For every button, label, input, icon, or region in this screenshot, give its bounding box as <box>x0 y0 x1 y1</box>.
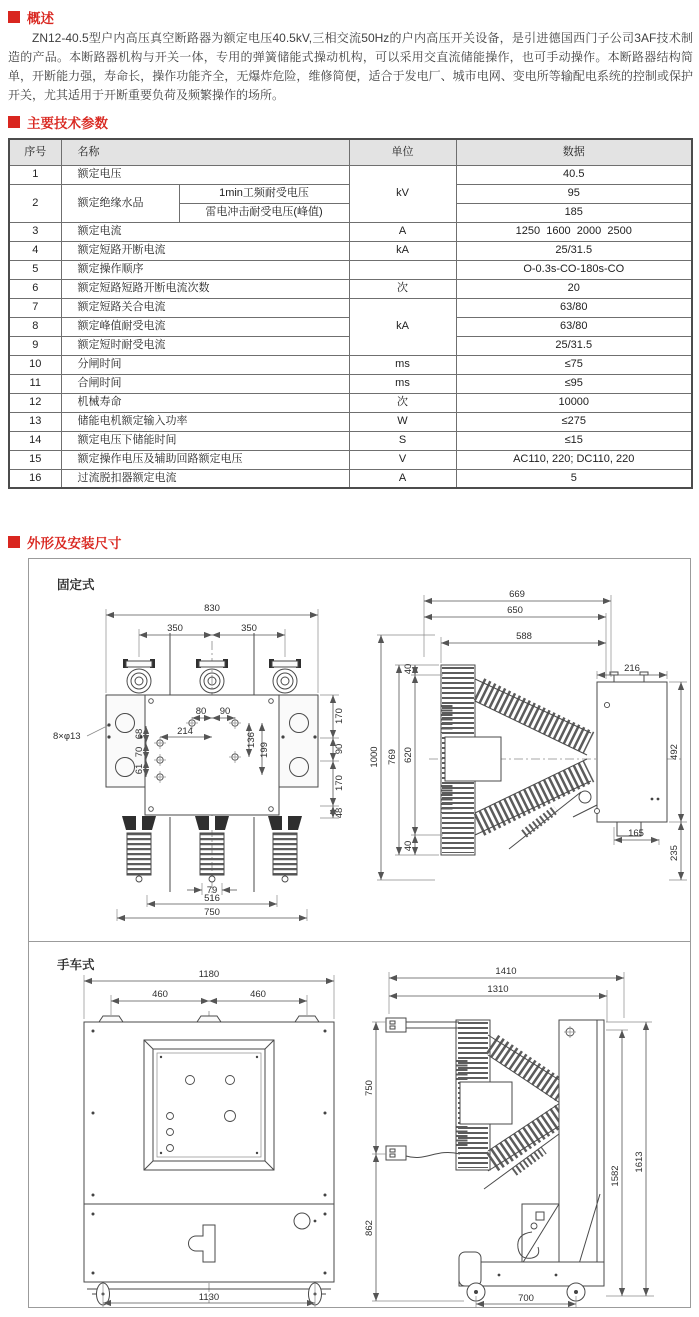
dim-text: 516 <box>204 893 220 904</box>
dim-text: 769 <box>387 749 398 765</box>
dim-text: 492 <box>669 744 680 760</box>
cell-name: 额定电流 <box>61 222 349 241</box>
dim-text: 80 <box>195 706 207 717</box>
dim-text: 8×φ13 <box>53 731 81 742</box>
cell-data: 63/80 <box>456 298 692 317</box>
outline-title-text: 外形及安装尺寸 <box>27 536 122 551</box>
table-row <box>9 469 692 488</box>
dim-text: 170 <box>334 708 345 724</box>
fixed-side-geometry <box>429 665 681 855</box>
cell-unit: 次 <box>349 393 456 412</box>
dim-text: 199 <box>259 742 270 758</box>
dim-text: 650 <box>507 605 523 616</box>
table-row <box>9 431 692 450</box>
dim-text: 669 <box>509 589 525 600</box>
cell-no: 12 <box>9 393 61 412</box>
cell-no: 10 <box>9 355 61 374</box>
cell-data: ≤15 <box>456 431 692 450</box>
cell-data: AC110, 220; DC110, 220 <box>456 450 692 469</box>
cell-data: 10000 <box>456 393 692 412</box>
cell-data: ≤75 <box>456 355 692 374</box>
table-row <box>9 260 692 279</box>
dim-text: 40 <box>403 663 414 675</box>
cell-unit: W <box>349 412 456 431</box>
dim-text: 235 <box>669 845 680 861</box>
parameters-section-title <box>8 112 108 132</box>
cell-no: 16 <box>9 469 61 488</box>
dim-text: 165 <box>628 828 644 839</box>
cell-data: 95 <box>456 184 692 203</box>
cell-name: 额定操作顺序 <box>61 260 349 279</box>
red-square-bullet-icon <box>8 11 20 23</box>
cell-name: 过流脱扣器额定电流 <box>61 469 349 488</box>
table-row <box>9 222 692 241</box>
cell-data: 185 <box>456 203 692 222</box>
cell-no: 8 <box>9 317 61 336</box>
cell-name: 额定电压下储能时间 <box>61 431 349 450</box>
cell-no: 1 <box>9 165 61 184</box>
dim-text: 750 <box>204 907 220 918</box>
cell-data: O-0.3s-CO-180s-CO <box>456 260 692 279</box>
cell-no: 14 <box>9 431 61 450</box>
truck-front-geometry <box>84 1011 334 1305</box>
dim-text: 79 <box>206 885 218 896</box>
truck-type-label: 手车式 <box>57 958 95 972</box>
dim-text: 750 <box>364 1080 375 1096</box>
col-header-unit: 单位 <box>349 139 456 165</box>
cell-name: 机械寿命 <box>61 393 349 412</box>
panel-divider <box>29 941 690 942</box>
cell-data: 25/31.5 <box>456 241 692 260</box>
cell-unit: kV <box>349 165 456 222</box>
cell-unit: 次 <box>349 279 456 298</box>
dim-text: 620 <box>403 747 414 763</box>
parameters-table <box>8 138 693 489</box>
dim-text: 460 <box>152 989 168 1000</box>
cell-unit: kA <box>349 241 456 260</box>
cell-no: 3 <box>9 222 61 241</box>
dim-text: 136 <box>246 732 257 748</box>
cell-no: 9 <box>9 336 61 355</box>
cell-subname: 雷电冲击耐受电压(峰值) <box>179 203 349 222</box>
red-square-bullet-icon <box>8 116 20 128</box>
overview-paragraph: ZN12-40.5型户内高压真空断路器为额定电压40.5kV,三相交流50Hz的户内高压开关设备，是引进德国西门子公司3AF技术制造的产品。本断路器机构与开关一体，专用的弹簧储能式操动机构，可以采用交直流储能操作，也可手动操作。本断路器结构简单，开断能力强，寿命长，操作功能齐全，无爆炸危险，维修简便，适合于发电厂、城市电网、变电所等输配电系统的控制或保护开关，尤其适用于开断重要负荷及频繁操作的场所。 <box>8 31 693 102</box>
dim-text: 40 <box>403 840 414 852</box>
dim-text: 460 <box>250 989 266 1000</box>
outline-section-title <box>8 532 122 552</box>
table-row <box>9 298 692 317</box>
cell-data: 1250 1600 2000 2500 <box>456 222 692 241</box>
cell-data: ≤95 <box>456 374 692 393</box>
table-header-row <box>9 139 692 165</box>
dim-text: 1000 <box>369 746 380 768</box>
cell-subname: 1min工频耐受电压 <box>179 184 349 203</box>
dim-text: 70 <box>134 746 145 758</box>
cell-unit: A <box>349 469 456 488</box>
table-row <box>9 450 692 469</box>
table-row <box>9 241 692 260</box>
cell-unit: S <box>349 431 456 450</box>
table-row <box>9 279 692 298</box>
parameters-title-text: 主要技术参数 <box>27 116 108 131</box>
col-header-name: 名称 <box>61 139 349 165</box>
cell-no: 6 <box>9 279 61 298</box>
drawings-panel <box>28 558 691 1308</box>
truck-front-drawing <box>49 967 369 1309</box>
cell-no: 4 <box>9 241 61 260</box>
dim-text: 216 <box>624 663 640 674</box>
dim-text: 1310 <box>487 984 509 995</box>
table-row <box>9 165 692 184</box>
dim-text: 68 <box>134 728 145 740</box>
dim-text: 1180 <box>198 969 220 980</box>
dim-text: 350 <box>167 623 183 634</box>
cell-name: 额定短路关合电流 <box>61 298 349 317</box>
cell-name: 额定短路开断电流 <box>61 241 349 260</box>
cell-data: ≤275 <box>456 412 692 431</box>
dim-text: 90 <box>219 706 231 717</box>
dim-text: 1582 <box>610 1165 621 1187</box>
cell-unit: ms <box>349 355 456 374</box>
cell-no: 5 <box>9 260 61 279</box>
dim-text: 61 <box>134 763 145 775</box>
cell-no: 11 <box>9 374 61 393</box>
cell-data: 63/80 <box>456 317 692 336</box>
truck-side-drawing <box>364 964 694 1309</box>
cell-name: 额定短时耐受电流 <box>61 336 349 355</box>
dim-text: 588 <box>516 631 532 642</box>
fixed-side-drawing <box>369 587 694 927</box>
dim-text: 214 <box>177 726 193 737</box>
cell-no: 15 <box>9 450 61 469</box>
table-row <box>9 374 692 393</box>
cell-name: 额定操作电压及辅助回路额定电压 <box>61 450 349 469</box>
cell-no: 13 <box>9 412 61 431</box>
cell-unit: V <box>349 450 456 469</box>
dim-text: 1130 <box>198 1292 220 1303</box>
cell-name: 额定短路短路开断电流次数 <box>61 279 349 298</box>
col-header-data: 数据 <box>456 139 692 165</box>
cell-unit: ms <box>349 374 456 393</box>
cell-unit <box>349 260 456 279</box>
dim-text: 48 <box>334 807 345 819</box>
cell-no: 7 <box>9 298 61 317</box>
cell-unit: kA <box>349 298 456 355</box>
cell-data: 40.5 <box>456 165 692 184</box>
table-row <box>9 393 692 412</box>
truck-side-geometry <box>386 1018 604 1301</box>
dim-text: 700 <box>518 1293 534 1304</box>
dim-text: 90 <box>334 743 345 755</box>
cell-data: 20 <box>456 279 692 298</box>
cell-no: 2 <box>9 184 61 222</box>
cell-name: 储能电机额定输入功率 <box>61 412 349 431</box>
cell-name: 额定绝缘水品 <box>61 184 179 222</box>
overview-title-text: 概述 <box>27 11 54 26</box>
fixed-type-label: 固定式 <box>57 578 95 592</box>
red-square-bullet-icon <box>8 536 20 548</box>
cell-name: 合闸时间 <box>61 374 349 393</box>
overview-section-title <box>8 7 54 27</box>
cell-unit: A <box>349 222 456 241</box>
cell-data: 25/31.5 <box>456 336 692 355</box>
table-row <box>9 412 692 431</box>
cell-name: 额定电压 <box>61 165 349 184</box>
dim-text: 1410 <box>495 966 517 977</box>
dim-text: 170 <box>334 775 345 791</box>
dim-text: 350 <box>241 623 257 634</box>
dim-text: 862 <box>364 1220 375 1236</box>
table-row <box>9 355 692 374</box>
cell-name: 分闸时间 <box>61 355 349 374</box>
dim-text: 830 <box>204 603 220 614</box>
dim-text: 1613 <box>634 1151 645 1173</box>
fixed-front-drawing <box>49 587 369 927</box>
col-header-no: 序号 <box>9 139 61 165</box>
cell-data: 5 <box>456 469 692 488</box>
cell-name: 额定峰值耐受电流 <box>61 317 349 336</box>
